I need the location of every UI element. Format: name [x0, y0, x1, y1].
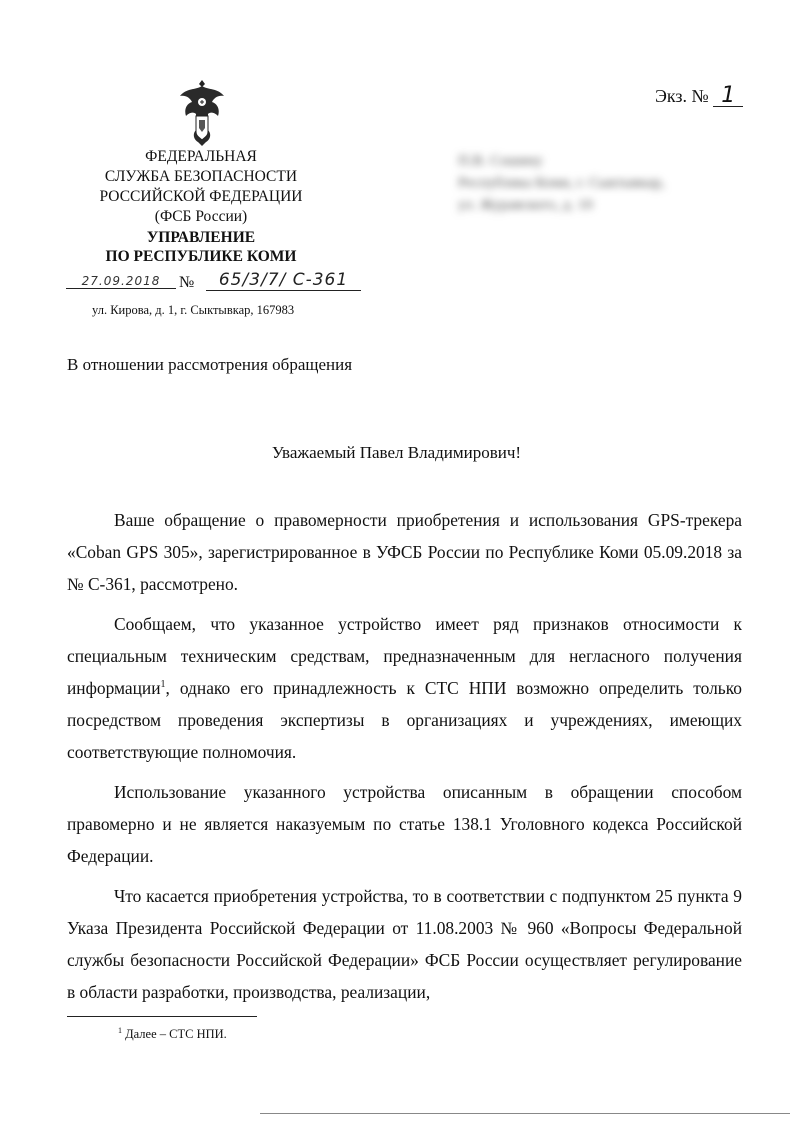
body-text: , однако его принадлежность к СТС НПИ возможно определить только посредством проведения экспертизы в организациях и учреждениях, имеющих соответствующие полномочия. [67, 678, 742, 762]
reference-line [66, 272, 396, 300]
dept-line: УПРАВЛЕНИЕ [146, 229, 256, 246]
footnote-mark: 1 [118, 1026, 122, 1035]
body-paragraph: Использование указанного устройства описанным в обращении способом правомерно и не является наказуемым по статье 138.1 Уголовного кодекса Российской Федерации. [67, 782, 742, 866]
body-paragraph: Что касается приобретения устройства, то в соответствии с подпунктом 25 пункта 9 Указа Президента Российской Федерации от 11.08.2003 № 960 «Вопросы Федеральной службы безопасности Российской Федерации» ФСБ России осуществляет регулирование в области разработки, производства, реализации, [67, 886, 742, 1002]
reference-number: 65/3/7/ С-361 [206, 270, 361, 291]
reference-date: 27.09.2018 [66, 274, 176, 289]
footnote [118, 1026, 227, 1042]
org-line: СЛУЖБА БЕЗОПАСНОСТИ [104, 168, 298, 185]
footnote-reference: 1 [160, 679, 166, 691]
eagle-emblem-icon [176, 78, 228, 148]
copy-label: Экз. № [655, 86, 709, 106]
department-name [60, 228, 342, 266]
org-line: РОССИЙСКОЙ ФЕДЕРАЦИИ [99, 188, 303, 205]
dept-line: ПО РЕСПУБЛИКЕ КОМИ [105, 248, 297, 265]
copy-number-value: 1 [713, 86, 743, 107]
body-paragraph [67, 608, 742, 768]
recipient-line: Республика Коми, г. Сыктывкар, [458, 175, 665, 191]
body-paragraph: Ваше обращение о правомерности приобретения и использования GPS-трекера «Coban GPS 305», зарегистрированное в УФСБ России по Республике Коми 05.09.2018 за № С-361, рассмотрено. [67, 510, 742, 594]
recipient-line: ул. Журавского, д. 10 [458, 197, 593, 213]
footnote-divider [67, 1016, 257, 1017]
recipient-block [458, 150, 748, 216]
sender-address: ул. Кирова, д. 1, г. Сыктывкар, 167983 [92, 303, 295, 317]
org-line: (ФСБ России) [154, 208, 248, 225]
copy-number [655, 83, 743, 108]
page-bottom-rule [260, 1113, 790, 1114]
org-line: ФЕДЕРАЛЬНАЯ [145, 148, 257, 165]
reference-number-label: № [179, 274, 195, 291]
letter-greeting: Уважаемый Павел Владимирович! [271, 443, 522, 462]
recipient-line: П.В. Сошину [458, 153, 543, 169]
organization-name [60, 147, 342, 227]
letter-body [67, 504, 742, 1016]
footnote-text: Далее – СТС НПИ. [125, 1027, 227, 1042]
letter-subject: В отношении рассмотрения обращения [67, 355, 353, 374]
body-text: Сообщаем, что указанное устройство имеет ряд признаков относимости к специальным техническим средствам, предназначенным для негласного получения информации [67, 614, 742, 698]
